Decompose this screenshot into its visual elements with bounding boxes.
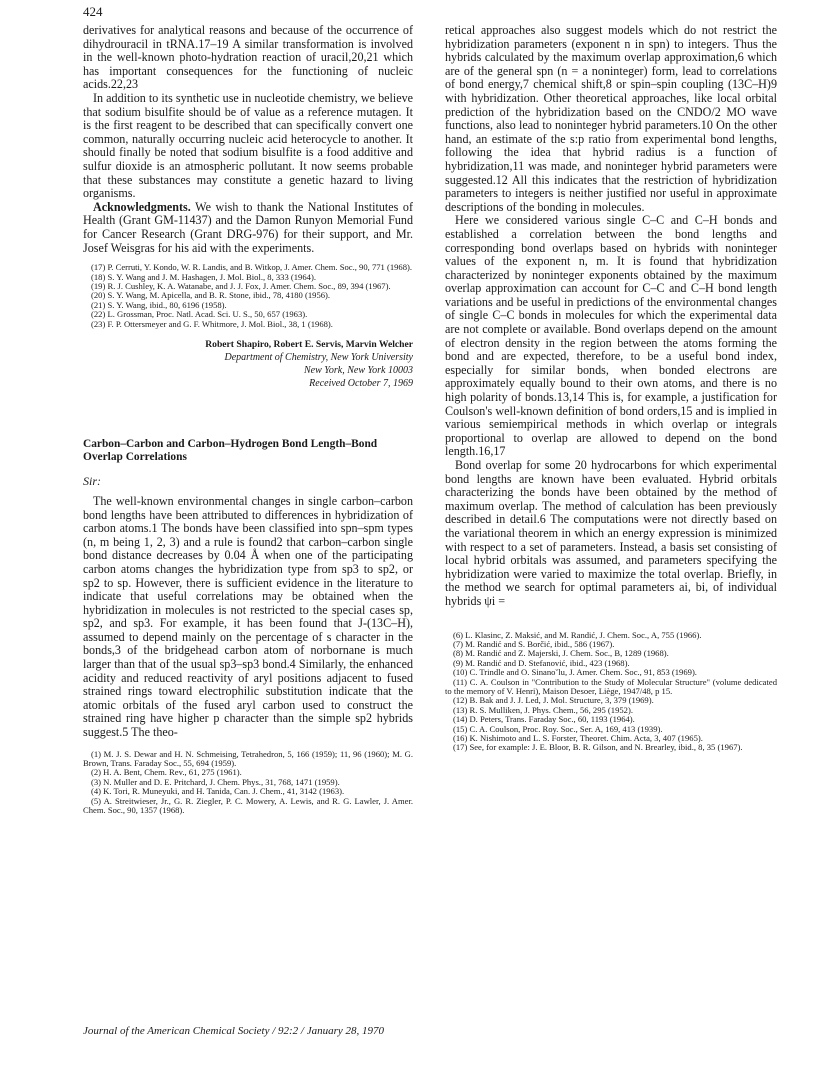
page-number: 424 bbox=[83, 4, 103, 19]
reference: (23) F. P. Ottersmeyer and G. F. Whitmore, J. Mol. Biol., 38, 1 (1968). bbox=[91, 318, 333, 329]
reference: (1) M. J. S. Dewar and H. N. Schmeising, Tetrahedron, 5, 166 (1959); 11, 96 (1960); M. G. Brown, Trans. Faraday Soc., 55, 694 (1959). bbox=[83, 748, 413, 769]
reference: (5) A. Streitwieser, Jr., G. R. Ziegler, P. C. Mowery, A. Lewis, and R. G. Lawler, J. Amer. Chem. Soc., 90, 1357 (1968). bbox=[83, 795, 413, 816]
paragraph: Bond overlap for some 20 hydrocarbons for which experimental bond lengths are known have been evaluated. Hybrid orbitals characterizing the bonds have been obtained by the method of maximum overlap. The method of calculation has been previously described in detail.6 The computations were not directly based on the variational theorem in which an energy expression is minimized with respect to a set of parameters. Instead, a basis set consisting of local hybrid orbitals was assumed, and parameters specifying the hybridization were varied to maximize the total overlap. Briefly, in the method we search for optimal parameters ai, bi, of individual hybrids ψi = bbox=[445, 458, 777, 608]
reference: (17) P. Cerruti, Y. Kondo, W. R. Landis, and B. Witkop, J. Amer. Chem. Soc., 90, 771 (1968). bbox=[91, 262, 413, 273]
reference: (20) S. Y. Wang, M. Apicella, and B. R. Stone, ibid., 78, 4180 (1956). bbox=[91, 290, 331, 301]
reference: (3) N. Muller and D. E. Pritchard, J. Chem. Phys., 31, 768, 1471 (1959). bbox=[91, 776, 340, 787]
acknowledgments-heading: Acknowledgments. bbox=[93, 199, 191, 214]
reference: (2) H. A. Bent, Chem. Rev., 61, 275 (1961). bbox=[91, 767, 242, 778]
reference: (21) S. Y. Wang, ibid., 80, 6196 (1958). bbox=[91, 299, 227, 310]
references-list bbox=[83, 750, 413, 816]
reference: (11) C. A. Coulson in "Contribution to the Study of Molecular Structure" (volume dedicated to the memory of V. Henri), Maison Desoer, Liège, 1947/48, p 15. bbox=[445, 676, 777, 696]
paragraph: In addition to its synthetic use in nucleotide chemistry, we believe that sodium bisulfite should be of value as a reference mutagen. It is the first reagent to be described that can specifically convert one common, naturally occurring nucleic acid heterocycle to another. It should finally be noted that sodium bisulfite is a food additive and sulfur dioxide is an atmospheric pollutant. It now seems probable that these substances may constitute a genetic hazard to living organisms. bbox=[83, 90, 413, 201]
reference: (15) C. A. Coulson, Proc. Roy. Soc., Ser. A, 169, 413 (1939). bbox=[453, 723, 663, 734]
paragraph: The well-known environmental changes in single carbon–carbon bond lengths have been attributed to differences in hybridization of carbon atoms.1 The bonds have been classified into spn–spm types (n, m being 1, 2, 3) and a rule is found2 that carbon–carbon single bond distance decreases by 0.04 Å when one of the participating carbon atoms changes the hybridization type from sp3 to sp2, or sp2 to sp. However, there is sufficient evidence in the literature to indicate that useful correlations may be obtained when the hybridization in molecules is not restricted to the special cases sp, sp2, and sp3. For example, it has been found that J-(13C–H), assumed to depend mainly on the percentage of s character in the bonds,3 of the bridgehead carbon atom of norbornane is much larger than that of the usual sp3–sp3 bond.4 Similarly, the enhanced acidity and reduced reactivity of aryl positions adjacent to fused strained rings toward electrophilic substitution indicate that the atomic orbitals of the fused aryl carbon used to construct the strained ring have higher p character than the simple sp2 hybrids suggest.5 The theo- bbox=[83, 493, 413, 740]
journal-footer: Journal of the American Chemical Society / 92:2 / January 28, 1970 bbox=[83, 1025, 385, 1037]
paragraph: derivatives for analytical reasons and because of the occurrence of dihydrouracil in tRNA.17–19 A similar transformation is involved in the well-known photo-hydration reaction of uracil,20,21 which has important consequences for the functioning of nucleic acids.22,23 bbox=[83, 23, 413, 92]
reference: (6) L. Klasinc, Z. Maksić, and M. Randić, J. Chem. Soc., A, 755 (1966). bbox=[453, 629, 702, 640]
reference: (17) See, for example: J. E. Bloor, B. R. Gilson, and N. Brearley, ibid., 8, 35 (1967). bbox=[453, 742, 743, 753]
acknowledgments bbox=[83, 201, 413, 255]
authors: Robert Shapiro, Robert E. Servis, Marvin Welcher bbox=[205, 338, 413, 350]
reference: (22) L. Grossman, Proc. Natl. Acad. Sci. U. S., 50, 657 (1963). bbox=[91, 309, 308, 320]
affiliation: Department of Chemistry, New York University bbox=[224, 351, 413, 363]
reference: (4) K. Tori, R. Muneyuki, and H. Tanida, Can. J. Chem., 41, 3142 (1963). bbox=[91, 786, 345, 797]
reference: (14) D. Peters, Trans. Faraday Soc., 60, 1193 (1964). bbox=[453, 714, 635, 725]
reference: (8) M. Randić and Z. Majerski, J. Chem. Soc., B, 1289 (1968). bbox=[453, 648, 669, 659]
reference: (12) B. Bak and J. J. Led, J. Mol. Structure, 3, 379 (1969). bbox=[453, 695, 654, 706]
reference: (19) R. J. Cushley, K. A. Watanabe, and J. J. Fox, J. Amer. Chem. Soc., 89, 394 (1967). bbox=[91, 280, 391, 291]
reference: (7) M. Randić and S. Borčić, ibid., 586 (1967). bbox=[453, 638, 615, 649]
right-column bbox=[445, 24, 777, 753]
reference: (16) K. Nishimoto and L. S. Forster, Theoret. Chim. Acta, 3, 407 (1965). bbox=[453, 733, 703, 743]
reference: (13) R. S. Mulliken, J. Phys. Chem., 56, 295 (1952). bbox=[453, 704, 633, 715]
paragraph: Here we considered various single C–C and C–H bonds and established a correlation between the bond lengths and corresponding bond overlaps based on hybrids with noninteger values of the exponent n, m. It is found that hybridization characterized by noninteger exponents obtained by the maximum overlap approximation can account for C–C and C–H bond length variations and be useful in predictions of the environmental changes of single C–C bonds in molecules for which the experimental data are not complete or available. Bond overlaps depend on the amount of electron density in the region between the atoms forming the bond and are expected, therefore, to be a useful bond index, especially for similar bonds, when bonded electrons are approximately equally bound to their own atoms, and there is no high polarity of bonds.13,14 This is, for example, a justification for Coulson's well-known definition of bond orders,15 and is implied in various semiempirical methods in which overlap or integrals proportional to overlap are allowed to depend on the bond length.16,17 bbox=[445, 213, 777, 459]
references-list bbox=[445, 631, 777, 753]
acknowledgments-body: We wish to thank the National Institutes of Health (Grant GM-11437) and the Damon Runyon Memorial Fund for Cancer Research (Grant DRG-976) for their support, and Mr. Josef Weisgras for his aid with the experiments. bbox=[83, 199, 413, 255]
received-date: Received October 7, 1969 bbox=[309, 377, 413, 389]
reference: (18) S. Y. Wang and J. M. Hashagen, J. Mol. Biol., 8, 333 (1964). bbox=[91, 271, 316, 282]
reference: (10) C. Trindle and O. Sinanoˇlu, J. Amer. Chem. Soc., 91, 853 (1969). bbox=[453, 667, 697, 678]
references-list bbox=[83, 263, 413, 329]
left-column bbox=[83, 24, 413, 815]
reference: (9) M. Randić and D. Stefanović, ibid., 423 (1968). bbox=[453, 657, 630, 668]
salutation: Sir: bbox=[83, 473, 101, 488]
article-title: Carbon–Carbon and Carbon–Hydrogen Bond Length–Bond Overlap Correlations bbox=[83, 437, 378, 463]
paragraph: retical approaches also suggest models which do not restrict the hybridization parameters (exponent n in spn) to integers. Thus the hybrids calculated by the maximum overlap approximation,6 which are of the general spn (n = a noninteger) form, lead to correlations of bond energy,7 chemical shift,8 or spin–spin coupling (13C–H)9 with hybridization. Other theoretical approaches, like local orbital prediction of the hybridization based on the CNDO/2 MO wave functions, also lead to noninteger hybrid parameters.10 On the other hand, an estimate of the s:p ratio from experimental bond lengths, following the idea that hybrid radius is a function of hybridization,11 was made, and noninteger hybrid parameters were suggested.12 All this indicates that the restriction of hybridization parameters to integers is neither justified nor useful in approximate descriptions of the bonding in molecules. bbox=[445, 23, 777, 214]
affiliation-address: New York, New York 10003 bbox=[303, 364, 413, 376]
